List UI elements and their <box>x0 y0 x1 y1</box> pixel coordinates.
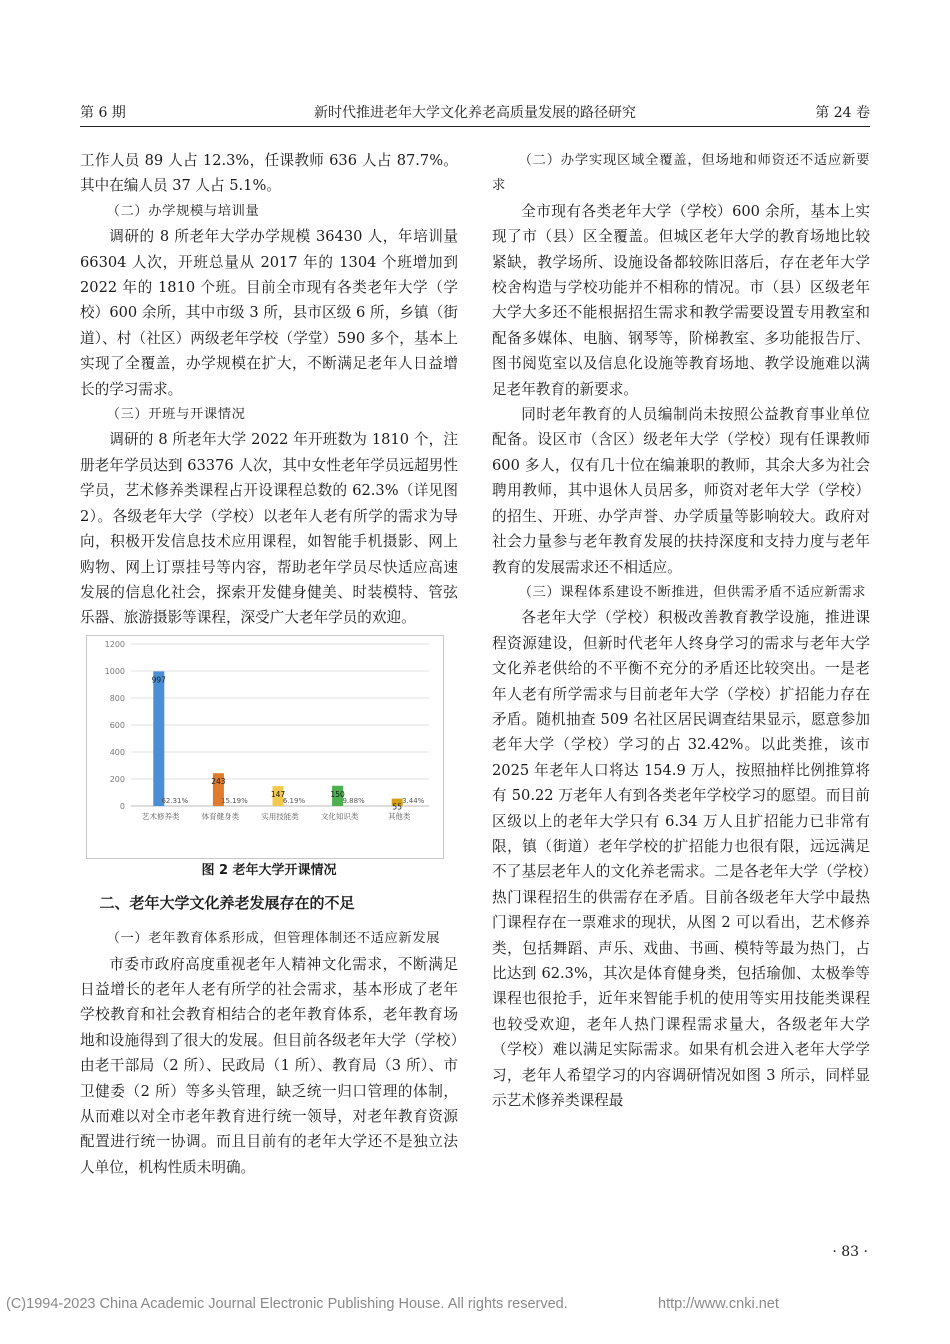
x-tick-label: 文化知识类 <box>320 811 359 821</box>
bar-percent-label: 15.19% <box>221 796 248 805</box>
y-tick-label: 800 <box>109 693 125 703</box>
y-tick-label: 0 <box>119 801 125 811</box>
issue-number: 第 6 期 <box>80 105 126 121</box>
figure-caption: 图 2 老年大学开课情况 <box>201 862 337 878</box>
copyright-notice: (C)1994-2023 China Academic Journal Electronic Publishing House. All rights reserved. <box>6 1296 568 1312</box>
bar-percent-label: 3.44% <box>402 796 425 805</box>
y-tick-label: 600 <box>109 720 125 730</box>
y-tick-label: 1000 <box>104 666 125 676</box>
section-heading: 二、老年大学文化养老发展存在的不足 <box>99 893 355 912</box>
paragraph: 市委市政府高度重视老年人精神文化需求，不断满足日益增长的老年人老有所学的社会需求，基本形成了老年学校教育和社会教育相结合的老年教育体系，老年教育场地和设施得到了很大的发展。但目前各级老年大学（学校）由老干部局（2 所）、民政局（1 所）、教育局（3 所）、市卫健委（2 所）等多头管理，缺乏统一归口管理的体制，从而难以对全市老年教育进行统一领导，对老年教育资源配置进行统一协调。而且目前有的老年大学还不是独立法人单位，机构性质未明确。 <box>80 955 458 1176</box>
x-tick-label: 实用技能类 <box>261 811 299 821</box>
paragraph: 工作人员 89 人占 12.3%，任课教师 636 人占 87.7%。其中在编人员 37 人占 5.1%。 <box>80 152 458 195</box>
bar-value-label: 997 <box>151 675 166 685</box>
bar-value-label: 243 <box>211 776 226 786</box>
paragraph: 调研的 8 所老年大学办学规模 36430 人，年培训量 66304 人次，开班总量从 2017 年的 1304 个班增加到 2022 年的 1810 个班。目前全市现有各类老年大学（学校）600 余所，其中市级 3 所，县市区级 6 所，乡镇（街道）、村（社区）两级老年学校（学堂）590 多个，基本上实现了全覆盖，办学规模在扩大，不断满足老年人日益增长的学习需求。 <box>80 228 458 398</box>
volume-number: 第 24 卷 <box>815 105 870 121</box>
bar-value-label: 147 <box>270 789 286 799</box>
bar <box>153 671 164 806</box>
paragraph: 同时老年教育的人员编制尚未按照公益教育事业单位配备。设区市（含区）级老年大学（学校）现有任课教师 600 多人，仅有几十位在编兼职的教师，其余大多为社会聘用教师，其中退休人员居多，师资对老年大学（学校）的招生、开班、办学声誉、办学质量等影响较大。政府对社会力量参与老年教育发展的扶持深度和支持力度与老年教育的发展需求还不相适应。 <box>492 406 870 576</box>
bar-value-label: 150 <box>330 789 345 799</box>
y-tick-label: 1200 <box>104 639 125 649</box>
subsection-heading: （三）开班与开课情况 <box>106 407 246 423</box>
bar-percent-label: 6.19% <box>282 796 306 805</box>
paragraph: 各老年大学（学校）积极改善教育教学设施，推进课程资源建设，但新时代老年人终身学习的需求与老年大学文化养老供给的不平衡不充分的矛盾还比较突出。一是老年人老有所学需求与目前老年大学（学校）扩招能力存在矛盾。随机抽查 509 名社区居民调查结果显示，愿意参加老年大学（学校）学习的占 32.42%。以此类推，该市 2025 年老年人口将达 154.9 万人，按照抽样比例推算将有 50.22 万老年人有到各类老年学校学习的愿望。而目前区级以上的老年大学只有 6.34 万人且扩招能力已非常有限，镇（街道）老年学校的扩招能力也很有限，远远满足不了基层老年人的文化养老需求。二是各老年大学（学校）热门课程招生的供需存在矛盾。目前各级老年大学中最热门课程存在一票难求的现状，从图 2 可以看出，艺术修养类，包括舞蹈、声乐、戏曲、书画、模特等最为热门，占比达到 62.3%，其次是体育健身类，包括瑜伽、太极拳等课程也很抢手，近年来智能手机的使用等实用技能类课程也较受欢迎，老年人热门课程需求量大，各级老年大学（学校）难以满足实际需求。如果有机会进入老年大学学习，老年人希望学习的内容调研情况如图 3 所示，同样显示艺术修养类课程最 <box>492 609 870 1110</box>
footer-url: http://www.cnki.net <box>658 1296 779 1312</box>
x-tick-label: 体育健身类 <box>201 811 240 821</box>
bar-percent-label: 9.88% <box>342 796 365 805</box>
y-tick-label: 400 <box>109 747 125 757</box>
paragraph: 全市现有各类老年大学（学校）600 余所，基本上实现了市（县）区全覆盖。但城区老年大学的教育场地比较紧缺，教学场所、设施设备都较陈旧落后，存在老年大学校舍构造与学校功能并不相称的情况。市（县）区级老年大学大多还不能根据招生需求和教学需要设置专用教室和配备多媒体、电脑、钢琴等，阶梯教室、多功能报告厅、图书阅览室以及信息化设施等教育场地、教学设施难以满足老年教育的新要求。 <box>492 202 870 398</box>
subsection-heading: （三）课程体系建设不断推进，但供需矛盾不适应新需求 <box>518 584 867 600</box>
bar-percent-label: 62.31% <box>161 796 189 805</box>
page-number: · 83 · <box>832 1244 868 1260</box>
running-header <box>80 96 870 127</box>
x-tick-label: 其他类 <box>387 811 411 821</box>
course-bar-chart <box>86 635 444 859</box>
y-tick-label: 200 <box>109 774 125 784</box>
running-title: 新时代推进老年大学文化养老高质量发展的路径研究 <box>314 105 636 121</box>
subsection-heading: （二）办学实现区域全覆盖，但场地和师资还不适应新要求 <box>492 153 870 194</box>
paragraph: 调研的 8 所老年大学 2022 年开班数为 1810 个，注册老年学员达到 63376 人次，其中女性老年学员远超男性学员，艺术修养类课程占开设课程总数的 62.3%（详见图 2）。各级老年大学（学校）以老年人老有所学的需求为导向，积极开发信息技术应用课程，如智能手机摄影、网上购物、网上订票挂号等内容，帮助老年学员尽快适应高速发展的信息化社会，探索开发健身健美、时装模特、管弦乐器、旅游摄影等课程，深受广大老年学员的欢迎。 <box>80 431 458 627</box>
x-tick-label: 艺术修养类 <box>142 811 180 821</box>
chart-svg <box>87 636 443 858</box>
left-column <box>80 148 458 1180</box>
subsection-heading: （二）办学规模与培训量 <box>106 203 260 219</box>
right-column <box>492 148 870 1113</box>
bar-value-label: 55 <box>392 802 402 812</box>
subsection-heading: （一）老年教育体系形成，但管理体制还不适应新发展 <box>106 931 441 947</box>
